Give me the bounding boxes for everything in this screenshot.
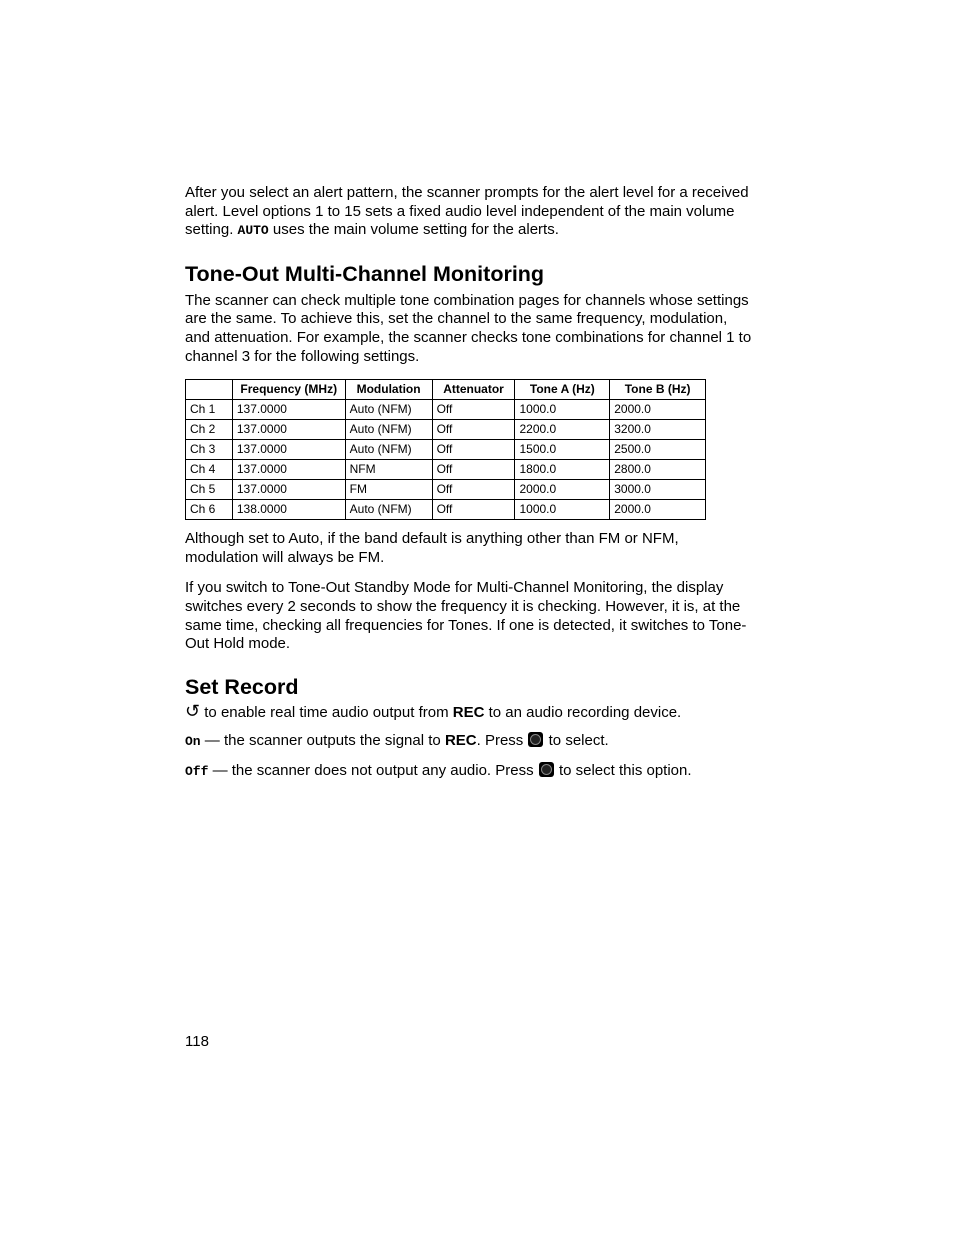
set-record-text: to an audio recording device. [484, 703, 682, 721]
table-cell: FM [345, 480, 432, 500]
set-record-text: to enable real time audio output from [200, 703, 453, 721]
table-header-cell: Attenuator [432, 380, 515, 400]
set-record-intro [185, 700, 755, 723]
page-content [185, 184, 755, 782]
table-header-row [186, 380, 706, 400]
table-cell: 1000.0 [515, 500, 610, 520]
table-cell: 2200.0 [515, 420, 610, 440]
table-cell: 2500.0 [610, 440, 706, 460]
on-code: On [185, 734, 201, 750]
table-header-cell: Tone A (Hz) [515, 380, 610, 400]
table-row [186, 460, 706, 480]
table-row [186, 480, 706, 500]
off-text: to select this option. [554, 761, 692, 779]
table-cell: 137.0000 [232, 420, 345, 440]
tone-settings-table [185, 379, 706, 520]
table-cell: Auto (NFM) [345, 400, 432, 420]
table-cell: 1000.0 [515, 400, 610, 420]
table-cell: 137.0000 [232, 400, 345, 420]
tone-out-heading: Tone-Out Multi-Channel Monitoring [185, 261, 545, 286]
table-cell: Off [432, 440, 515, 460]
off-code: Off [185, 763, 209, 779]
table-cell: Ch 4 [186, 460, 233, 480]
table-cell: Off [432, 400, 515, 420]
set-record-heading: Set Record [185, 674, 299, 699]
table-header-cell [186, 380, 233, 400]
table-row [186, 420, 706, 440]
table-cell: Ch 1 [186, 400, 233, 420]
table-cell: Ch 2 [186, 420, 233, 440]
table-cell: Ch 6 [186, 500, 233, 520]
intro-text-before: After you select an alert pattern, the scanner prompts for the alert level for a received alert. Level options 1 to 15 sets a fixed audio level independent of the main volume setting. [185, 184, 749, 239]
table-cell: Off [432, 500, 515, 520]
table-cell: 2000.0 [610, 500, 706, 520]
on-text: — the scanner outputs the signal to [200, 732, 445, 750]
table-cell: Auto (NFM) [345, 500, 432, 520]
off-option [185, 762, 755, 782]
table-row [186, 500, 706, 520]
rotate-icon: ↺ [185, 700, 201, 721]
modulation-note: Although set to Auto, if the band default is anything other than FM or NFM, modulation will always be FM. [185, 530, 679, 566]
auto-code: AUTO [237, 223, 269, 239]
table-cell: NFM [345, 460, 432, 480]
off-text: — the scanner does not output any audio. Press [208, 761, 538, 779]
table-header-cell: Modulation [345, 380, 432, 400]
rec-label: REC [452, 703, 485, 721]
table-cell: 138.0000 [232, 500, 345, 520]
table-cell: 3000.0 [610, 480, 706, 500]
intro-paragraph [185, 184, 755, 241]
on-text: . Press [476, 732, 528, 750]
intro-text-after: uses the main volume setting for the alerts. [268, 221, 559, 239]
table-cell: Auto (NFM) [345, 440, 432, 460]
standby-paragraph: If you switch to Tone-Out Standby Mode for Multi-Channel Monitoring, the display switches every 2 seconds to show the frequency it is checking. However, it is, at the same time, checking all frequencies for Tones. If one is detected, it switches to Tone-Out Hold mode. [185, 579, 747, 653]
page-number: 118 [185, 1033, 209, 1050]
table-cell: Off [432, 420, 515, 440]
table-row [186, 440, 706, 460]
table-cell: Ch 3 [186, 440, 233, 460]
table-header-cell: Tone B (Hz) [610, 380, 706, 400]
table-cell: Off [432, 460, 515, 480]
select-button-icon [528, 732, 543, 747]
table-cell: 1500.0 [515, 440, 610, 460]
table-cell: 2800.0 [610, 460, 706, 480]
table-cell: 3200.0 [610, 420, 706, 440]
select-button-icon [539, 762, 554, 777]
table-cell: 137.0000 [232, 440, 345, 460]
rec-label: REC [444, 732, 477, 750]
table-cell: Off [432, 480, 515, 500]
table-cell: 2000.0 [610, 400, 706, 420]
table-cell: 137.0000 [232, 460, 345, 480]
table-cell: Ch 5 [186, 480, 233, 500]
on-option [185, 732, 755, 752]
table-cell: 2000.0 [515, 480, 610, 500]
table-header-cell: Frequency (MHz) [232, 380, 345, 400]
table-cell: Auto (NFM) [345, 420, 432, 440]
table-row [186, 400, 706, 420]
table-cell: 137.0000 [232, 480, 345, 500]
tone-out-paragraph: The scanner can check multiple tone combination pages for channels whose settings are the same. To achieve this, set the channel to the same frequency, modulation, and attenuation. For example, the scanner checks tone combinations for channel 1 to channel 3 for the following settings. [185, 291, 752, 365]
table-cell: 1800.0 [515, 460, 610, 480]
on-text: to select. [544, 732, 609, 750]
